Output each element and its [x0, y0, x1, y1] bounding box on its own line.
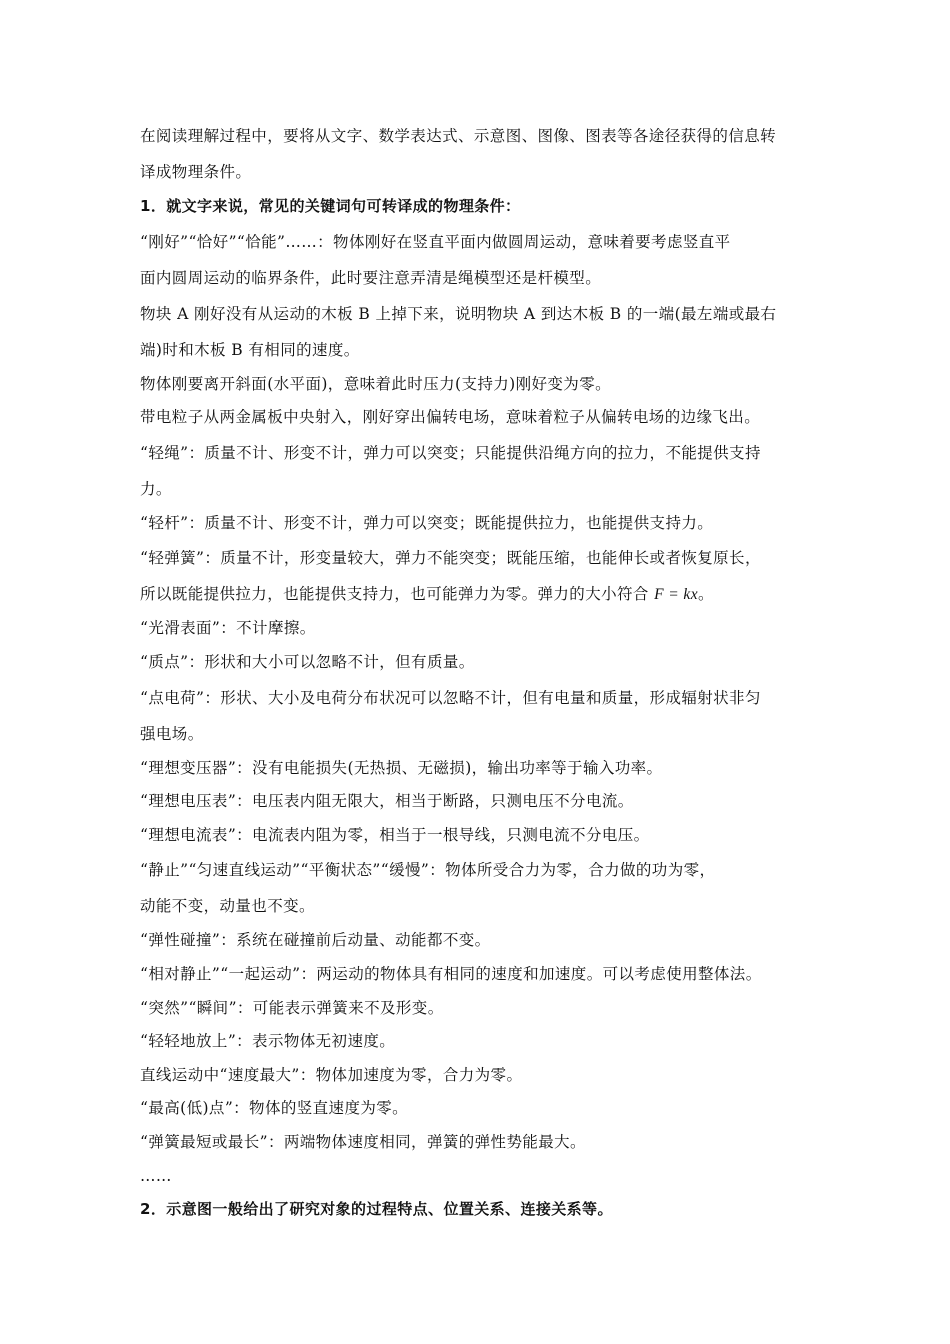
item-line: “最高(低)点”：物体的竖直速度为零。 [140, 1099, 409, 1118]
item-line: 强电场。 [140, 724, 204, 743]
item-line: “静止”“匀速直线运动”“平衡状态”“缓慢”：物体所受合力为零，合力做的功为零， [140, 861, 716, 880]
item-line: “弹簧最短或最长”：两端物体速度相同，弹簧的弹性势能最大。 [140, 1132, 586, 1151]
item-line: “轻弹簧”：质量不计，形变量较大，弹力不能突变；既能压缩，也能伸长或者恢复原长， [140, 549, 761, 568]
item-line: “理想电流表”：电流表内阻为零，相当于一根导线，只测电流不分电压。 [140, 825, 650, 844]
document-page [140, 118, 830, 1227]
item-line: 物块 A 刚好没有从运动的木板 B 上掉下来，说明物块 A 到达木板 B 的一端(最左端或最右 [140, 304, 777, 323]
item-text: 所以既能提供拉力，也能提供支持力，也可能弹力为零。弹力的大小符合 [140, 585, 649, 604]
item-line: 端)时和木板 B 有相同的速度。 [140, 340, 360, 359]
item-line: “理想变压器”：没有电能损失(无热损、无磁损)，输出功率等于输入功率。 [140, 758, 663, 777]
section-1-heading: 1．就文字来说，常见的关键词句可转译成的物理条件： [140, 197, 521, 215]
ellipsis-line: …… [140, 1166, 172, 1185]
intro-line-1: 在阅读理解过程中，要将从文字、数学表达式、示意图、图像、图表等各途径获得的信息转 [140, 127, 777, 145]
item-line: 力。 [140, 479, 172, 498]
item-line: 直线运动中“速度最大”：物体加速度为零，合力为零。 [140, 1065, 523, 1084]
item-line-with-formula [140, 576, 830, 612]
item-line: 物体刚要离开斜面(水平面)，意味着此时压力(支持力)刚好变为零。 [140, 374, 611, 393]
item-line: “相对静止”“一起运动”：两运动的物体具有相同的速度和加速度。可以考虑使用整体法。 [140, 964, 762, 983]
formula-end: 。 [697, 585, 714, 604]
item-line: “轻杆”：质量不计、形变不计，弹力可以突变；既能提供拉力，也能提供支持力。 [140, 513, 714, 532]
item-line: 动能不变，动量也不变。 [140, 897, 315, 916]
section-2-heading: 2．示意图一般给出了研究对象的过程特点、位置关系、连接关系等。 [140, 1200, 613, 1219]
item-line: “光滑表面”：不计摩擦。 [140, 619, 316, 638]
item-line: “轻绳”：质量不计、形变不计，弹力可以突变；只能提供沿绳方向的拉力，不能提供支持 [140, 443, 761, 462]
item-line: “突然”“瞬间”：可能表示弹簧来不及形变。 [140, 998, 444, 1017]
item-line: “质点”：形状和大小可以忽略不计，但有质量。 [140, 652, 475, 671]
item-line: “理想电压表”：电压表内阻无限大，相当于断路，只测电压不分电流。 [140, 792, 634, 811]
item-line: “弹性碰撞”：系统在碰撞前后动量、动能都不变。 [140, 931, 491, 950]
item-line: “轻轻地放上”：表示物体无初速度。 [140, 1032, 396, 1051]
item-line: 带电粒子从两金属板中央射入，刚好穿出偏转电场，意味着粒子从偏转电场的边缘飞出。 [140, 408, 761, 427]
intro-line-2: 译成物理条件。 [140, 163, 252, 181]
item-line: “刚好”“恰好”“恰能”……：物体刚好在竖直平面内做圆周运动，意味着要考虑竖直平 [140, 232, 731, 251]
item-line: “点电荷”：形状、大小及电荷分布状况可以忽略不计，但有电量和质量，形成辐射状非匀 [140, 688, 761, 707]
item-line: 面内圆周运动的临界条件，此时要注意弄清是绳模型还是杆模型。 [140, 268, 602, 287]
formula: F = kx [654, 586, 698, 604]
